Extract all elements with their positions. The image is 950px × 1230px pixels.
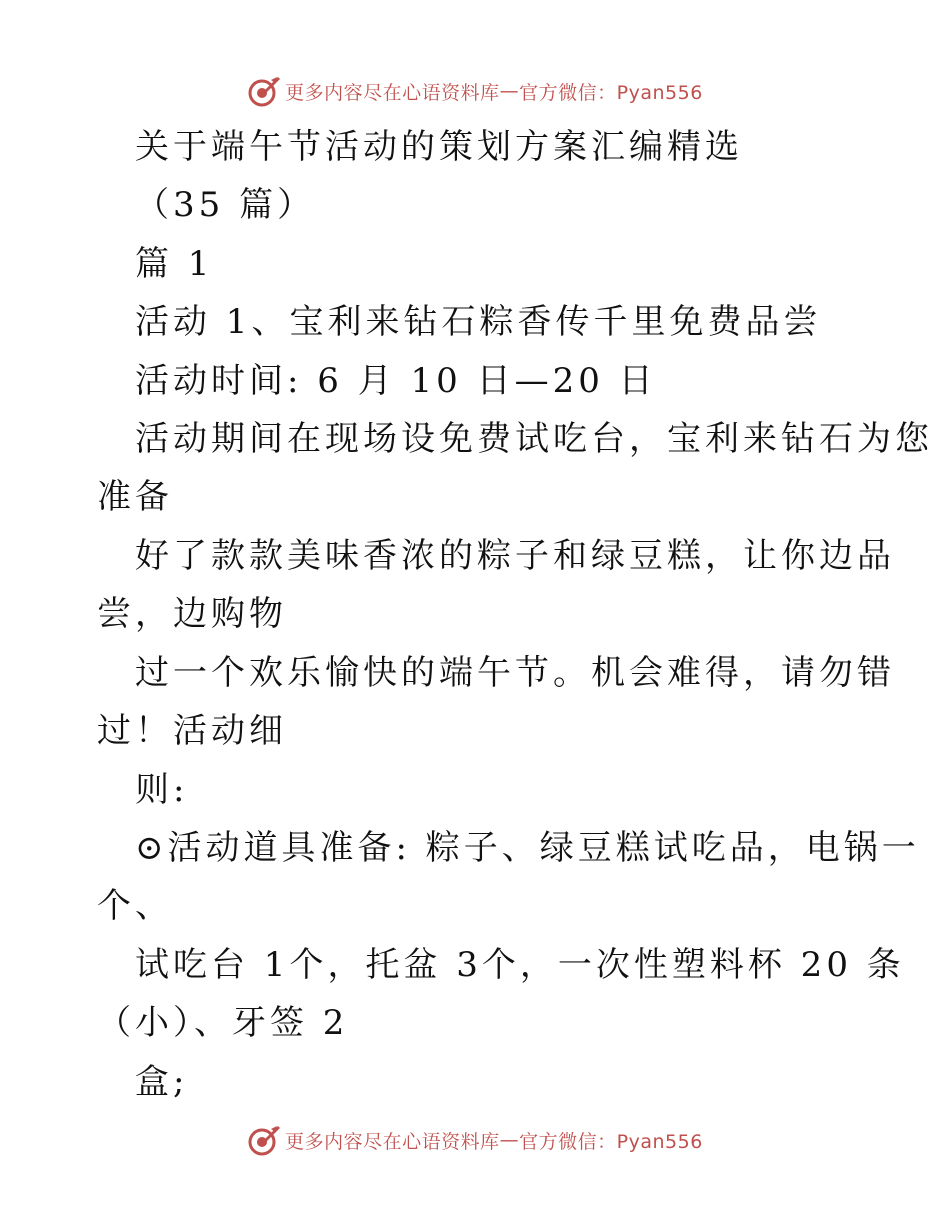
section-heading: 篇 1 xyxy=(135,244,214,284)
header-banner-wechat: 官方微信：Pyan556 xyxy=(519,81,703,104)
header-banner-text: 更多内容尽在心语资料库 xyxy=(285,81,500,104)
paragraph-line: 准备 xyxy=(97,477,173,517)
activity-time: 活动时间: 6 月 10 日—20 日 xyxy=(135,361,657,401)
paragraph-line: 尝，边购物 xyxy=(97,594,287,634)
paragraph-line: 则: xyxy=(135,770,189,810)
footer-banner-text: 更多内容尽在心语资料库 xyxy=(285,1130,500,1153)
paragraph-line: （小）、牙签 2 xyxy=(97,1003,349,1043)
paragraph-line: 活动期间在现场设免费试吃台，宝利来钻石为您 xyxy=(135,419,933,459)
footer-banner-wechat: 官方微信：Pyan556 xyxy=(519,1130,703,1153)
quill-pen-logo-icon xyxy=(247,1123,281,1157)
footer-banner-separator: — xyxy=(499,1129,520,1151)
activity-heading: 活动 1、宝利来钻石粽香传千里免费品尝 xyxy=(135,302,822,342)
header-banner-separator: — xyxy=(499,80,520,102)
paragraph-line: 试吃台 1个，托盆 3个，一次性塑料杯 20 条 xyxy=(135,945,905,985)
paragraph-line: 个、 xyxy=(97,886,173,926)
document-subtitle: （35 篇） xyxy=(135,185,316,225)
document-title: 关于端午节活动的策划方案汇编精选 xyxy=(135,127,743,167)
paragraph-line: 过！活动细 xyxy=(97,711,287,751)
paragraph-line: 好了款款美味香浓的粽子和绿豆糕，让你边品 xyxy=(135,536,895,576)
paragraph-line: 盒; xyxy=(135,1062,189,1102)
paragraph-line: ⊙活动道具准备: 粽子、绿豆糕试吃品，电锅一 xyxy=(135,828,920,868)
paragraph-line: 过一个欢乐愉快的端午节。机会难得，请勿错 xyxy=(135,653,895,693)
footer-banner xyxy=(0,1120,950,1160)
